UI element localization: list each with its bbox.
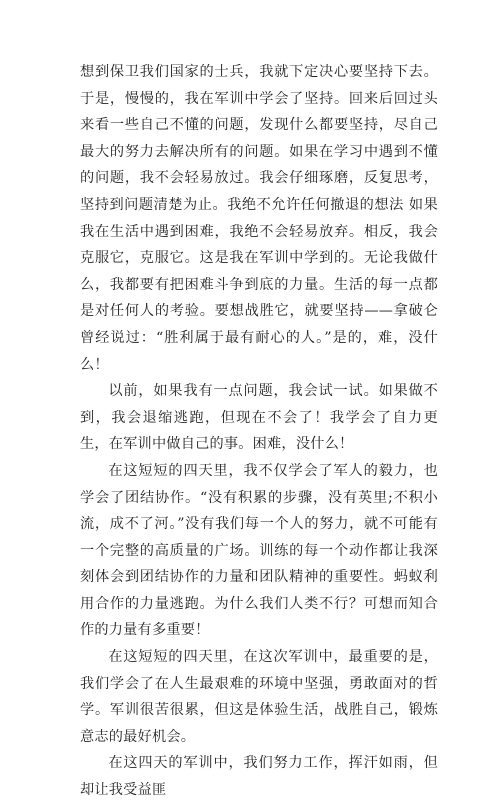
paragraph-4: 在这短短的四天里，在这次军训中，最重要的是，我们学会了在人生最艰难的环境中坚强，勇敢面对的哲学。军训很苦很累，但这是体验生活，战胜自己，锻炼意志的最好机会。 <box>80 649 438 745</box>
paragraph-5: 在这四天的军训中，我们努力工作，挥汗如雨，但却让我受益匪 <box>80 755 438 799</box>
document-body <box>80 59 438 804</box>
paragraph-2: 以前，如果我有一点问题，我会试一试。如果做不到，我会退缩逃跑，但现在不会了！我学会了自力更生，在军训中做自己的事。困难，没什么！ <box>80 383 438 453</box>
paragraph-3: 在这短短的四天里，我不仅学会了军人的毅力，也学会了团结协作。“没有积累的步骤，没有英里;不积小流，成不了河。”没有我们每一个人的努力，就不可能有一个完整的高质量的广场。训练的每一个动作都让我深刻体会到团结协作的力量和团队精神的重要性。蚂蚁利用合作的力量逃跑。为什么我们人类不行？可想而知合作的力量有多重要！ <box>80 462 438 639</box>
paragraph-1: 想到保卫我们国家的士兵，我就下定决心要坚持下去。于是，慢慢的，我在军训中学会了坚持。回来后回过头来看一些自己不懂的问题，发现什么都要坚持，尽自己最大的努力去解决所有的问题。如果在学习中遇到不懂的问题，我不会轻易放过。我会仔细琢磨，反复思考，坚持到问题清楚为止。我绝不允许任何撤退的想法 如果我在生活中遇到困难，我绝不会轻易放弃。相反，我会克服它，克服它。这是我在军训中学到的。无论我做什么，我都要有把困难斗争到底的力量。生活的每一点都是对任何人的考验。要想战胜它，就要坚持——拿破仑曾经说过：“胜利属于最有耐心的人。”是的，难，没什么！ <box>80 64 438 373</box>
